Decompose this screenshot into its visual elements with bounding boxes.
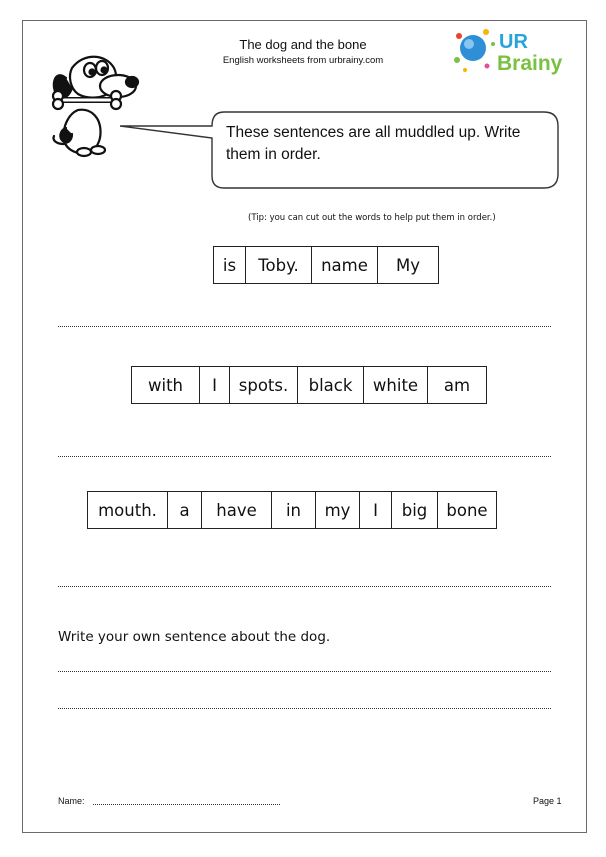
word-card[interactable]: big xyxy=(392,492,438,528)
answer-line-2[interactable] xyxy=(58,456,551,457)
word-card[interactable]: bone xyxy=(446,500,488,520)
urbrainy-logo-icon xyxy=(453,24,573,80)
word-strip-2 xyxy=(131,366,487,404)
word-card[interactable]: white xyxy=(364,367,428,403)
worksheet-title: The dog and the bone xyxy=(239,37,367,52)
tip-text: (Tip: you can cut out the words to help put them in order.) xyxy=(248,213,496,223)
word-card[interactable]: is xyxy=(214,247,246,283)
word-card[interactable]: Toby. xyxy=(246,247,312,283)
name-line[interactable] xyxy=(93,804,280,805)
word-card[interactable]: black xyxy=(298,367,364,403)
word-strip-1 xyxy=(213,246,439,284)
word-card[interactable]: I xyxy=(360,492,392,528)
word-card[interactable]: a xyxy=(168,492,202,528)
word-card[interactable]: with xyxy=(132,367,200,403)
word-card[interactable]: I xyxy=(200,367,230,403)
word-card[interactable]: am xyxy=(443,375,471,395)
own-sentence-line-2[interactable] xyxy=(58,708,551,709)
logo-text-top: UR xyxy=(499,31,528,53)
word-card[interactable]: My xyxy=(395,255,420,275)
own-sentence-prompt: Write your own sentence about the dog. xyxy=(58,629,331,645)
word-card[interactable]: in xyxy=(272,492,316,528)
answer-line-1[interactable] xyxy=(58,326,551,327)
name-label: Name: xyxy=(58,796,85,806)
logo-text-bottom: Brainy xyxy=(497,52,563,75)
answer-line-3[interactable] xyxy=(58,586,551,587)
instruction-text: These sentences are all muddled up. Write them in order. xyxy=(226,124,521,163)
worksheet-subtitle: English worksheets from urbrainy.com xyxy=(222,55,384,66)
page-number: Page 1 xyxy=(533,796,562,806)
word-card[interactable]: spots. xyxy=(230,367,298,403)
word-strip-3 xyxy=(87,491,497,529)
word-card[interactable]: name xyxy=(312,247,378,283)
word-card[interactable]: mouth. xyxy=(88,492,168,528)
own-sentence-line-1[interactable] xyxy=(58,671,551,672)
word-card[interactable]: have xyxy=(202,492,272,528)
word-card[interactable]: my xyxy=(316,492,360,528)
